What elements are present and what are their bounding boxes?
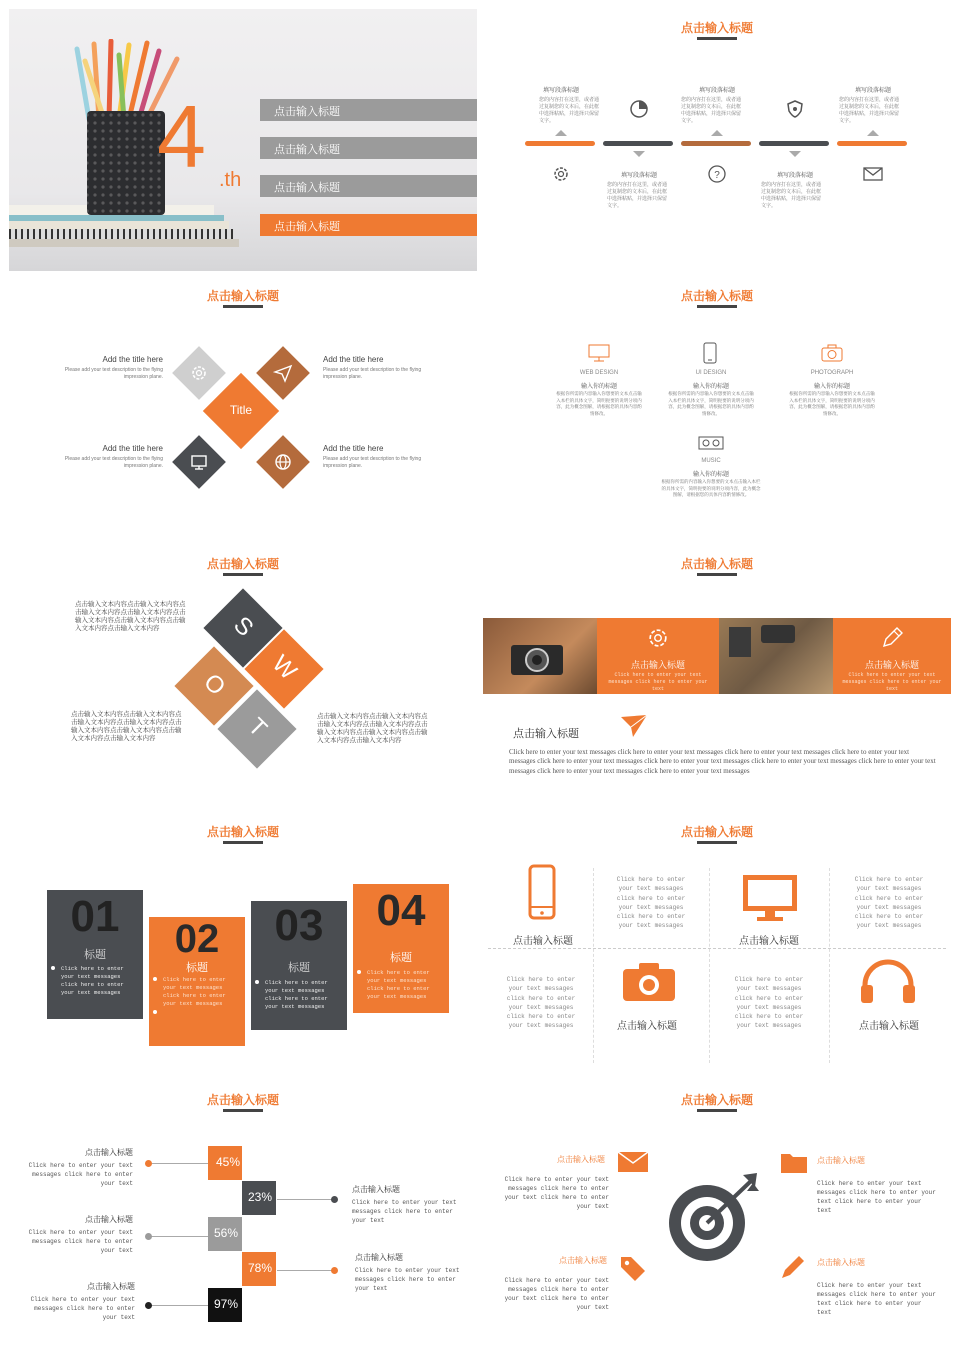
service-text: 根据你所需的内容输入你想要的文本点击输入本栏的具体文字，简明扼要的说明分项内容，此为概念图解，请根据您的具体内容酌情修改。 <box>661 479 761 497</box>
connector-line <box>149 1163 209 1164</box>
card-label: 标题 <box>84 949 106 961</box>
slide-cover <box>9 9 477 271</box>
tile-text: Click here to enter your text messages click here to enter your text <box>608 672 708 692</box>
card-label: 标题 <box>186 962 208 974</box>
arrow-down-icon <box>789 151 801 157</box>
item-text: Please add your text description to the flying impression plane. <box>323 456 422 469</box>
center-title: Title <box>229 403 253 417</box>
title-underline <box>697 1109 737 1112</box>
music-icon <box>697 433 725 453</box>
card-number: 01 <box>70 892 120 941</box>
slide-title: 点击输入标题 <box>206 289 279 303</box>
service-text: 根据你所需的内容输入你想要的文本点击输入本栏的具体文字，简明扼要的说明分项内容，此为概念图解，请根据您的具体内容酌情修改。 <box>668 391 754 416</box>
step-pct: 78% <box>247 1261 273 1275</box>
service-sub: 输入你的标题 <box>692 472 729 478</box>
swot-t-letter: T <box>242 712 273 743</box>
slide-timeline <box>483 9 951 271</box>
mail-icon <box>617 1151 649 1173</box>
slide-title: 点击输入标题 <box>680 289 753 303</box>
mail-icon <box>863 166 883 182</box>
slide-title: 点击输入标题 <box>206 1093 279 1107</box>
title-underline <box>223 841 263 844</box>
connector-dot <box>331 1196 338 1203</box>
swot-o-letter: O <box>198 668 231 701</box>
item-title: Add the title here <box>102 355 163 364</box>
card-number: 03 <box>274 901 324 950</box>
timeline-segment <box>603 141 673 146</box>
phone-icon <box>702 341 718 365</box>
connector-dot <box>145 1233 152 1240</box>
slide-services <box>483 277 951 539</box>
slide-title: 点击输入标题 <box>680 557 753 571</box>
connector-dot <box>145 1302 152 1309</box>
service-sub: 输入你的标题 <box>580 384 617 390</box>
grid-title: 点击输入标题 <box>617 1021 677 1032</box>
slide-target <box>483 1081 951 1343</box>
item-title: 填写段落标题 <box>776 173 813 179</box>
item-text: Click here to enter your text messages click here to enter your text click here to enter your text <box>504 1176 609 1210</box>
paper-plane-icon <box>619 713 649 739</box>
card-text: Click here to enter your text messages click here to enter your text messages <box>61 965 124 996</box>
swot-text: 点击输入文本内容点击输入文本内容点击输入文本内容点击输入文本内容点击输入文本内容点击输入文本内容点击输入文本内容点击输入文本内容 <box>75 601 186 632</box>
item-title: 填写段落标题 <box>698 88 735 94</box>
menu-label-4: 点击输入标题 <box>274 221 340 233</box>
shield-icon <box>785 99 805 119</box>
pencil-icon <box>779 1253 807 1281</box>
item-title: Add the title here <box>323 444 384 453</box>
grid-text: Click here to enter your text messages click here to enter your text messages click here to enter your text messages <box>854 876 924 930</box>
title-underline <box>697 841 737 844</box>
monitor-icon <box>587 343 611 363</box>
svg-text:?: ? <box>714 170 720 181</box>
timeline-segment <box>681 141 751 146</box>
bullet-dot <box>357 970 361 974</box>
slide-diamonds <box>9 277 477 539</box>
tile-title: 点击输入标题 <box>864 660 919 670</box>
swot-w-letter: W <box>266 650 302 686</box>
gear-icon <box>189 363 209 383</box>
item-text: 您的内容打在这里，或者通过复制您的文本后，在此框中选择粘贴，并选择只保留文字。 <box>839 97 900 124</box>
title-underline <box>697 305 737 308</box>
timeline-segment <box>759 141 829 146</box>
item-text: 您的内容打在这里，或者通过复制您的文本后，在此框中选择粘贴，并选择只保留文字。 <box>681 97 742 124</box>
item-text: Please add your text description to the flying impression plane. <box>64 456 163 469</box>
grid-title: 点击输入标题 <box>739 936 799 947</box>
monitor-icon <box>189 452 209 472</box>
item-title: 点击输入标题 <box>817 1258 865 1267</box>
grid-title: 点击输入标题 <box>513 936 573 947</box>
slide-title: 点击输入标题 <box>206 825 279 839</box>
grid-divider <box>488 948 946 949</box>
step-text: Click here to enter your text messages click here to enter your text <box>30 1296 135 1321</box>
item-text: 您的内容打在这里，或者通过复制您的文本后，在此框中选择粘贴，并选择只保留文字。 <box>607 182 668 209</box>
service-label: UI DESIGN <box>695 370 727 376</box>
step-pct: 23% <box>247 1190 273 1204</box>
item-text: Click here to enter your text messages click here to enter your text click here to enter your text <box>504 1277 609 1311</box>
item-title: Add the title here <box>102 444 163 453</box>
timeline-segment <box>837 141 907 146</box>
menu-label-2: 点击输入标题 <box>274 144 340 156</box>
item-text: Click here to enter your text messages click here to enter your text click here to enter your text <box>817 1282 936 1316</box>
service-sub: 输入你的标题 <box>692 384 729 390</box>
item-title: Add the title here <box>323 355 384 364</box>
card-text: Click here to enter your text messages click here to enter your text messages <box>367 969 430 1000</box>
step-title: 点击输入标题 <box>352 1185 400 1194</box>
arrow-up-icon <box>711 130 723 136</box>
title-underline <box>223 1109 263 1112</box>
body-title: 点击输入标题 <box>513 728 579 740</box>
tag-icon <box>617 1253 647 1283</box>
service-label: WEB DESIGN <box>579 370 619 376</box>
step-text: Click here to enter your text messages click here to enter your text <box>28 1229 133 1254</box>
card-text: Click here to enter your text messages click here to enter your text messages <box>163 976 226 1007</box>
gear-icon <box>551 164 571 184</box>
item-title: 填写段落标题 <box>542 88 579 94</box>
grid-divider <box>593 868 594 1063</box>
item-title: 点击输入标题 <box>559 1256 607 1265</box>
step-title: 点击输入标题 <box>85 1215 133 1224</box>
grid-text: Click here to enter your text messages click here to enter your text messages click here to enter your text messages <box>616 876 686 930</box>
item-text: 您的内容打在这里，或者通过复制您的文本后，在此框中选择粘贴，并选择只保留文字。 <box>761 182 822 209</box>
card-number: 02 <box>174 917 220 961</box>
tile-text: Click here to enter your text messages click here to enter your text <box>842 672 942 692</box>
bullet-dot <box>153 1010 157 1014</box>
grid-divider <box>829 868 830 1063</box>
cover-number-suffix: .th <box>219 169 242 191</box>
slide-title: 点击输入标题 <box>680 825 753 839</box>
service-text: 根据你所需的内容输入你想要的文本点击输入本栏的具体文字，简明扼要的说明分项内容，此为概念图解，请根据您的具体内容酌情修改。 <box>556 391 642 416</box>
slide-photo-strip <box>483 545 951 807</box>
globe-icon <box>273 452 293 472</box>
service-label: PHOTOGRAPH <box>810 370 854 376</box>
item-title: 填写段落标题 <box>620 173 657 179</box>
step-pct: 97% <box>213 1297 239 1311</box>
camera-icon <box>820 343 844 363</box>
item-title: 点击输入标题 <box>557 1155 605 1164</box>
slide-percent-steps <box>9 1081 477 1343</box>
step-title: 点击输入标题 <box>85 1148 133 1157</box>
step-pct: 45% <box>215 1155 241 1169</box>
connector-dot <box>331 1267 338 1274</box>
slide-title: 点击输入标题 <box>680 21 753 35</box>
card-text: Click here to enter your text messages click here to enter your text messages <box>265 979 328 1010</box>
grid-text: Click here to enter your text messages click here to enter your text messages click here to enter your text messages <box>506 976 576 1030</box>
connector-dot <box>145 1160 152 1167</box>
bullet-dot <box>51 966 55 970</box>
arrow-down-icon <box>633 151 645 157</box>
paper-plane-icon <box>273 363 293 383</box>
slide-icon-grid <box>483 813 951 1075</box>
step-title: 点击输入标题 <box>87 1282 135 1291</box>
typewriter-shape <box>761 625 795 643</box>
camera-icon <box>621 961 677 1003</box>
folder-icon <box>779 1149 809 1175</box>
connector-line <box>149 1236 209 1237</box>
card-label: 标题 <box>390 952 412 964</box>
pencil-icon <box>879 625 905 651</box>
question-icon <box>707 164 727 184</box>
notebook-shape <box>729 627 751 657</box>
phone-icon <box>527 863 557 921</box>
slide-swot <box>9 545 477 807</box>
item-text: Please add your text description to the flying impression plane. <box>64 367 163 380</box>
arrow-up-icon <box>555 130 567 136</box>
monitor-icon <box>741 873 799 923</box>
step-pct: 56% <box>213 1226 239 1240</box>
grid-text: Click here to enter your text messages click here to enter your text messages click here to enter your text messages <box>734 976 804 1030</box>
item-title: 点击输入标题 <box>817 1156 865 1165</box>
bullet-dot <box>153 977 157 981</box>
item-text: Please add your text description to the flying impression plane. <box>323 367 422 380</box>
grid-divider <box>709 868 710 1063</box>
item-title: 填写段落标题 <box>854 88 891 94</box>
title-underline <box>223 305 263 308</box>
target-icon <box>667 1171 763 1267</box>
slide-title: 点击输入标题 <box>206 557 279 571</box>
step-text: Click here to enter your text messages click here to enter your text <box>352 1199 457 1224</box>
service-label: MUSIC <box>701 458 721 464</box>
arrow-up-icon <box>867 130 879 136</box>
tile-title: 点击输入标题 <box>630 660 685 670</box>
step-text: Click here to enter your text messages click here to enter your text <box>355 1267 460 1292</box>
item-text: Click here to enter your text messages click here to enter your text click here to enter your text <box>817 1180 936 1214</box>
timeline-segment <box>525 141 595 146</box>
title-underline <box>697 37 737 40</box>
grid-title: 点击输入标题 <box>859 1021 919 1032</box>
item-text: 您的内容打在这里，或者通过复制您的文本后，在此框中选择粘贴，并选择只保留文字。 <box>539 97 600 124</box>
connector-line <box>277 1270 333 1271</box>
connector-line <box>149 1305 209 1306</box>
card-label: 标题 <box>288 962 310 974</box>
gear-icon <box>645 625 671 651</box>
service-text: 根据你所需的内容输入你想要的文本点击输入本栏的具体文字，简明扼要的说明分项内容，此为概念图解，请根据您的具体内容酌情修改。 <box>789 391 875 416</box>
cover-number: 4 <box>157 87 206 186</box>
slide-title: 点击输入标题 <box>680 1093 753 1107</box>
connector-line <box>277 1199 333 1200</box>
step-text: Click here to enter your text messages click here to enter your text <box>28 1162 133 1187</box>
service-sub: 输入你的标题 <box>813 384 850 390</box>
slide-numbered-cards <box>9 813 477 1075</box>
swot-s-letter: S <box>228 611 259 642</box>
title-underline <box>223 573 263 576</box>
menu-label-3: 点击输入标题 <box>274 182 340 194</box>
pie-chart-icon <box>629 99 649 119</box>
swot-text: 点击输入文本内容点击输入文本内容点击输入文本内容点击输入文本内容点击输入文本内容点击输入文本内容点击输入文本内容点击输入文本内容 <box>317 713 428 744</box>
body-text: Click here to enter your text messages click here to enter your text messages click here to enter your text messages click here to enter your text messages click here to enter your text messages click here to enter your text messages click here to enter your text messages click here to enter your text messages click here to enter your text messages click here to enter your text messages <box>509 748 936 775</box>
swot-text: 点击输入文本内容点击输入文本内容点击输入文本内容点击输入文本内容点击输入文本内容点击输入文本内容点击输入文本内容点击输入文本内容 <box>71 711 182 742</box>
bullet-dot <box>255 980 259 984</box>
step-title: 点击输入标题 <box>355 1253 403 1262</box>
title-underline <box>697 573 737 576</box>
menu-label-1: 点击输入标题 <box>274 106 340 118</box>
camera-icon <box>507 635 567 679</box>
card-number: 04 <box>376 886 426 935</box>
headphones-icon <box>859 959 917 1005</box>
